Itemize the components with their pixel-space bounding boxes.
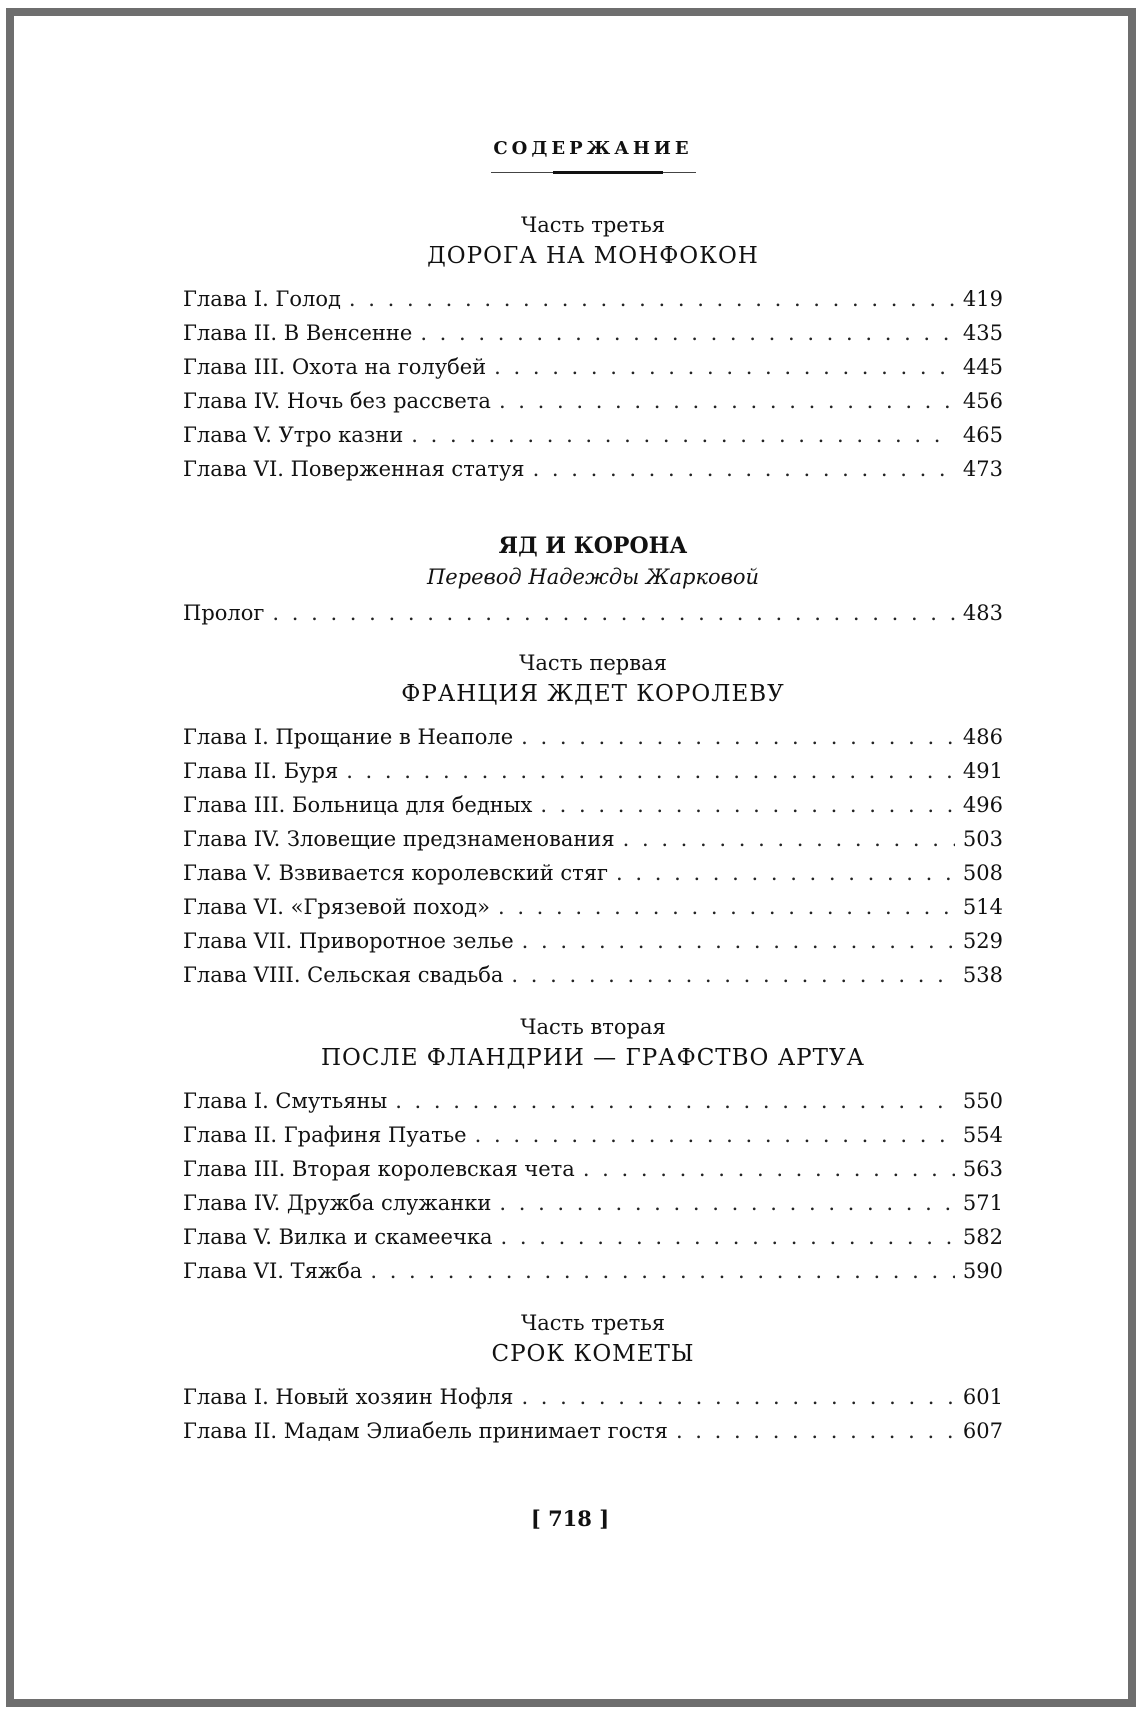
toc-leader (623, 822, 955, 856)
toc-entry-title: Глава VII. Приворотное зелье (183, 929, 514, 953)
toc-entry[interactable] (183, 384, 1003, 418)
toc-entry-page: 529 (962, 929, 1003, 953)
toc-entry-page: 601 (962, 1385, 1003, 1409)
toc-leader (395, 1084, 955, 1118)
toc-entry[interactable] (183, 788, 1003, 822)
part-label: Часть первая (519, 651, 667, 675)
toc-entry[interactable] (183, 1220, 1003, 1254)
toc-entry-page: 465 (962, 423, 1003, 447)
toc-list (183, 596, 1003, 630)
part-title: ПОСЛЕ ФЛАНДРИИ — ГРАФСТВО АРТУА (321, 1045, 865, 1071)
toc-entry-title: Глава V. Взвивается королевский стяг (183, 861, 609, 885)
toc-entry[interactable] (183, 754, 1003, 788)
toc-entry-page: 563 (962, 1157, 1003, 1181)
toc-entry[interactable] (183, 1186, 1003, 1220)
page-number: [ 718 ] (530, 1506, 610, 1531)
toc-entry-page: 491 (962, 759, 1003, 783)
toc-entry[interactable] (183, 1380, 1003, 1414)
toc-leader (676, 1414, 955, 1448)
toc-entry-title: Пролог (183, 601, 265, 625)
toc-entry-page: 514 (962, 895, 1003, 919)
section-part-three-comet (183, 1308, 1003, 1448)
section-part-two-flanders (183, 1012, 1003, 1288)
part-title: ФРАНЦИЯ ЖДЕТ КОРОЛЕВУ (401, 681, 785, 707)
toc-entry-title: Глава I. Голод (183, 287, 341, 311)
toc-entry[interactable] (183, 1152, 1003, 1186)
toc-leader (272, 596, 955, 630)
toc-entry-page: 473 (962, 457, 1003, 481)
toc-entry-page: 538 (962, 963, 1003, 987)
toc-leader (349, 282, 955, 316)
book-title: ЯД И КОРОНА (498, 533, 688, 559)
toc-entry[interactable] (183, 822, 1003, 856)
toc-entry[interactable] (183, 350, 1003, 384)
toc-entry-title: Глава III. Больница для бедных (183, 793, 533, 817)
toc-entry-page: 508 (962, 861, 1003, 885)
toc-leader (498, 890, 955, 924)
part-label: Часть третья (520, 213, 666, 237)
toc-entry-prologue[interactable] (183, 596, 1003, 630)
toc-entry-page: 435 (962, 321, 1003, 345)
toc-leader (533, 452, 955, 486)
toc-content (183, 120, 1003, 1448)
toc-list (183, 282, 1003, 486)
part-label: Часть третья (520, 1311, 666, 1335)
part-label: Часть вторая (520, 1015, 666, 1039)
toc-entry-title: Глава IV. Ночь без рассвета (183, 389, 491, 413)
toc-entry-page: 419 (962, 287, 1003, 311)
toc-leader (475, 1118, 955, 1152)
toc-leader (494, 350, 955, 384)
toc-entry-page: 445 (962, 355, 1003, 379)
toc-entry[interactable] (183, 1084, 1003, 1118)
toc-entry[interactable] (183, 958, 1003, 992)
toc-entry[interactable] (183, 1118, 1003, 1152)
toc-leader (521, 720, 955, 754)
book-two-heading (183, 530, 1003, 630)
part-title: СРОК КОМЕТЫ (491, 1341, 695, 1367)
toc-entry-page: 503 (962, 827, 1003, 851)
toc-list (183, 720, 1003, 992)
toc-entry-title: Глава I. Новый хозяин Нофля (183, 1385, 514, 1409)
toc-entry-title: Глава III. Вторая королевская чета (183, 1157, 575, 1181)
toc-entry-title: Глава I. Смутьяны (183, 1089, 388, 1113)
toc-entry-page: 571 (962, 1191, 1003, 1215)
toc-entry[interactable] (183, 1254, 1003, 1288)
toc-entry-page: 554 (962, 1123, 1003, 1147)
toc-entry[interactable] (183, 924, 1003, 958)
toc-leader (583, 1152, 955, 1186)
toc-entry-title: Глава VIII. Сельская свадьба (183, 963, 504, 987)
toc-entry-title: Глава II. Графиня Пуатье (183, 1123, 467, 1147)
running-head: СОДЕРЖАНИЕ (493, 138, 693, 159)
toc-entry-page: 550 (962, 1089, 1003, 1113)
toc-entry-title: Глава IV. Зловещие предзнаменования (183, 827, 615, 851)
toc-list (183, 1084, 1003, 1288)
toc-entry[interactable] (183, 418, 1003, 452)
toc-leader (522, 924, 955, 958)
toc-entry-title: Глава III. Охота на голубей (183, 355, 487, 379)
toc-entry-title: Глава V. Вилка и скамеечка (183, 1225, 493, 1249)
toc-entry-page: 590 (962, 1259, 1003, 1283)
toc-leader (616, 856, 955, 890)
section-part-one-france (183, 648, 1003, 992)
toc-leader (499, 1186, 955, 1220)
header-ornament (491, 171, 696, 174)
part-title: ДОРОГА НА МОНФОКОН (427, 243, 759, 269)
toc-entry-title: Глава IV. Дружба служанки (183, 1191, 492, 1215)
translator-credit: Перевод Надежды Жарковой (426, 565, 760, 589)
toc-entry[interactable] (183, 720, 1003, 754)
toc-leader (521, 1380, 954, 1414)
toc-entry-title: Глава I. Прощание в Неаполе (183, 725, 514, 749)
toc-entry-title: Глава VI. «Грязевой поход» (183, 895, 490, 919)
toc-entry-title: Глава V. Утро казни (183, 423, 404, 447)
toc-leader (420, 316, 955, 350)
toc-leader (540, 788, 955, 822)
toc-entry-title: Глава VI. Поверженная статуя (183, 457, 525, 481)
toc-entry[interactable] (183, 1414, 1003, 1448)
toc-entry-title: Глава II. В Венсенне (183, 321, 413, 345)
toc-leader (411, 418, 955, 452)
toc-entry[interactable] (183, 856, 1003, 890)
toc-entry-page: 607 (962, 1419, 1003, 1443)
toc-entry-page: 582 (962, 1225, 1003, 1249)
toc-entry-page: 486 (962, 725, 1003, 749)
toc-list (183, 1380, 1003, 1448)
toc-entry[interactable] (183, 316, 1003, 350)
toc-entry-title: Глава II. Буря (183, 759, 339, 783)
toc-entry-page: 483 (962, 601, 1003, 625)
toc-leader (346, 754, 955, 788)
toc-leader (501, 1220, 955, 1254)
toc-entry-page: 496 (962, 793, 1003, 817)
toc-leader (370, 1254, 955, 1288)
toc-entry[interactable] (183, 890, 1003, 924)
section-part-three-montfaucon (183, 210, 1003, 486)
toc-leader (511, 958, 954, 992)
toc-entry[interactable] (183, 282, 1003, 316)
toc-leader (499, 384, 955, 418)
toc-entry-title: Глава VI. Тяжба (183, 1259, 363, 1283)
toc-entry-title: Глава II. Мадам Элиабель принимает гостя (183, 1419, 668, 1443)
toc-entry[interactable] (183, 452, 1003, 486)
toc-entry-page: 456 (962, 389, 1003, 413)
